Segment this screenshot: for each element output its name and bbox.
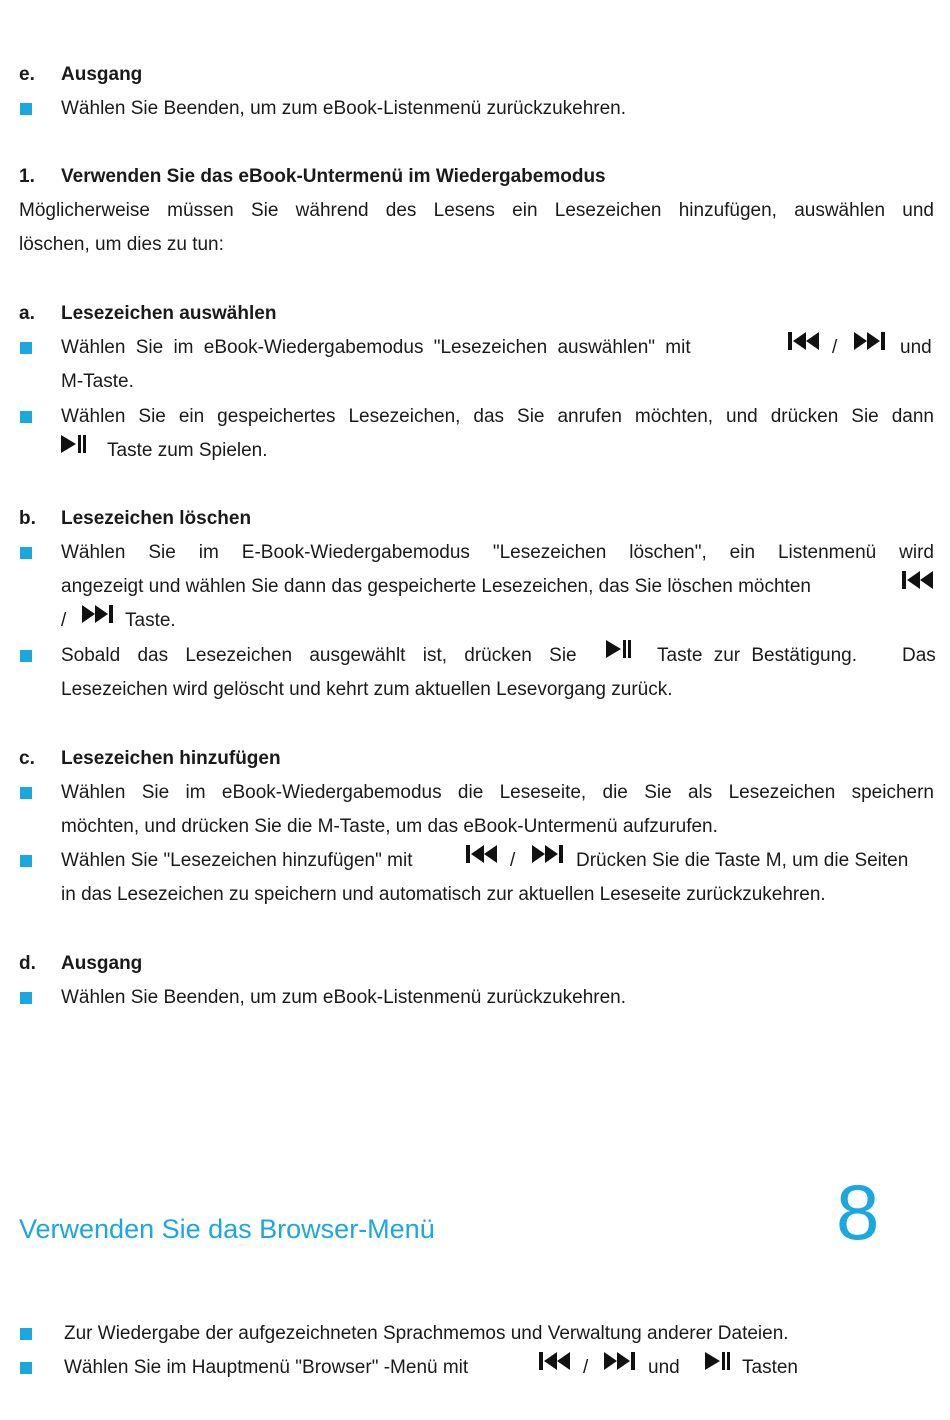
bullet-text: Lesezeichen wird gelöscht und kehrt zum aktuellen Lesevorgang zurück. bbox=[61, 679, 673, 700]
section-heading: Verwenden Sie das eBook-Untermenü im Wiedergabemodus bbox=[61, 166, 606, 187]
section-heading: Ausgang bbox=[61, 64, 143, 85]
bullet-text: und bbox=[648, 1357, 680, 1378]
bullet-text: Wählen Sie im eBook-Wiedergabemodus die Leseseite, die Sie als Lesezeichen speichern bbox=[61, 782, 934, 803]
bullet-text: M-Taste. bbox=[61, 371, 134, 392]
previous-track-icon bbox=[788, 332, 820, 350]
next-track-icon bbox=[853, 332, 885, 350]
bullet-square-icon bbox=[20, 787, 32, 799]
chapter-title: Verwenden Sie das Browser-Menü bbox=[19, 1214, 435, 1244]
bullet-square-icon bbox=[20, 1362, 32, 1374]
section-label: 1. bbox=[19, 166, 35, 187]
bullet-text: Sobald das Lesezeichen ausgewählt ist, drücken Sie bbox=[61, 645, 577, 666]
bullet-text: Wählen Sie "Lesezeichen hinzufügen" mit bbox=[61, 850, 413, 871]
play-pause-icon bbox=[606, 640, 632, 658]
chapter-number: 8 bbox=[836, 1168, 880, 1256]
bullet-square-icon bbox=[20, 650, 32, 662]
icon-separator: / bbox=[832, 337, 838, 358]
bullet-text: Wählen Sie im Hauptmenü "Browser" -Menü mit bbox=[64, 1357, 469, 1378]
bullet-text: Wählen Sie Beenden, um zum eBook-Listenmenü zurückzukehren. bbox=[61, 98, 627, 119]
bullet-text: Wählen Sie ein gespeichertes Lesezeichen, das Sie anrufen möchten, und drücken Sie dann bbox=[61, 406, 934, 427]
bullet-text: Zur Wiedergabe der aufgezeichneten Sprachmemos und Verwaltung anderer Dateien. bbox=[64, 1323, 789, 1344]
bullet-text: Wählen Sie im E-Book-Wiedergabemodus "Lesezeichen löschen", ein Listenmenü wird bbox=[61, 542, 934, 563]
section-heading: Ausgang bbox=[61, 953, 143, 974]
section-label: b. bbox=[19, 508, 36, 529]
paragraph-text: löschen, um dies zu tun: bbox=[19, 234, 224, 255]
previous-track-icon bbox=[539, 1352, 571, 1370]
section-label: e. bbox=[19, 64, 35, 85]
bullet-text: Tasten bbox=[742, 1357, 798, 1378]
section-label: a. bbox=[19, 303, 35, 324]
previous-track-icon bbox=[902, 571, 934, 589]
bullet-text: Wählen Sie im eBook-Wiedergabemodus "Lesezeichen auswählen" mit bbox=[61, 337, 691, 358]
bullet-square-icon bbox=[20, 103, 32, 115]
bullet-square-icon bbox=[20, 547, 32, 559]
bullet-text-end: Das bbox=[902, 645, 936, 666]
section-heading: Lesezeichen auswählen bbox=[61, 303, 277, 324]
bullet-square-icon bbox=[20, 1328, 32, 1340]
play-pause-icon bbox=[705, 1352, 731, 1370]
next-track-icon bbox=[81, 605, 113, 623]
next-track-icon bbox=[603, 1352, 635, 1370]
section-label: c. bbox=[19, 748, 35, 769]
icon-separator: / bbox=[61, 610, 67, 631]
icon-separator: / bbox=[583, 1357, 589, 1378]
bullet-text: Drücken Sie die Taste M, um die Seiten bbox=[576, 850, 909, 871]
bullet-text-end: und bbox=[900, 337, 932, 358]
section-label: d. bbox=[19, 953, 36, 974]
previous-track-icon bbox=[466, 845, 498, 863]
icon-separator: / bbox=[510, 850, 516, 871]
bullet-text: Taste. bbox=[125, 610, 176, 631]
paragraph-text: Möglicherweise müssen Sie während des Lesens ein Lesezeichen hinzufügen, auswählen und bbox=[19, 200, 934, 221]
bullet-text: Taste zum Spielen. bbox=[107, 440, 268, 461]
bullet-square-icon bbox=[20, 342, 32, 354]
bullet-text: angezeigt und wählen Sie dann das gespeicherte Lesezeichen, das Sie löschen möchten bbox=[61, 576, 811, 597]
bullet-square-icon bbox=[20, 411, 32, 423]
section-heading: Lesezeichen löschen bbox=[61, 508, 252, 529]
bullet-square-icon bbox=[20, 992, 32, 1004]
next-track-icon bbox=[531, 845, 563, 863]
bullet-square-icon bbox=[20, 855, 32, 867]
bullet-text: in das Lesezeichen zu speichern und automatisch zur aktuellen Leseseite zurückzukehren. bbox=[61, 884, 826, 905]
bullet-text: Wählen Sie Beenden, um zum eBook-Listenmenü zurückzukehren. bbox=[61, 987, 627, 1008]
bullet-text: Taste zur Bestätigung. bbox=[657, 645, 857, 666]
bullet-text: möchten, und drücken Sie die M-Taste, um das eBook-Untermenü aufzurufen. bbox=[61, 816, 718, 837]
play-pause-icon bbox=[61, 435, 87, 453]
section-heading: Lesezeichen hinzufügen bbox=[61, 748, 281, 769]
